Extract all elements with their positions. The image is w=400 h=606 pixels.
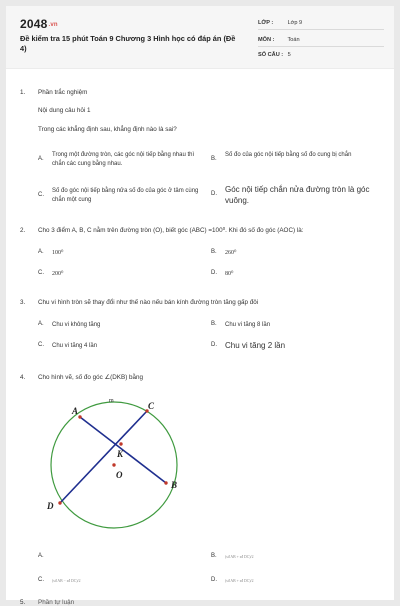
- page-title: Đề kiểm tra 15 phút Toán 9 Chương 3 Hình học có đáp án (Đề 4): [20, 34, 236, 53]
- header: [6, 6, 394, 69]
- meta-subject: [258, 37, 384, 43]
- meta-value: Toán: [287, 37, 300, 43]
- label-o: O: [116, 470, 123, 480]
- point-a: [78, 415, 81, 418]
- option-text: Chu vi tăng 4 lần: [52, 343, 98, 349]
- question-number: 4.: [20, 374, 26, 381]
- meta-label: SỐ CÂU :: [258, 52, 284, 58]
- option-letter: C.: [38, 270, 44, 276]
- option-text: (sđ AB + sđ DC)/2: [225, 555, 254, 559]
- meta-value: 5: [287, 52, 291, 58]
- label-k: K: [117, 449, 124, 459]
- option-letter: B.: [211, 321, 217, 327]
- option-letter: A.: [38, 249, 44, 255]
- option-text: Số đo góc nội tiếp bằng nửa số đo của góc ở tâm cùng chắn một cung: [52, 188, 199, 203]
- circle-figure: [26, 391, 186, 541]
- meta-class: [258, 20, 384, 26]
- question-text: Chu vi hình tròn sẽ thay đổi như thế nào nếu bán kính đường tròn tăng gấp đôi: [38, 299, 259, 306]
- option-letter: D.: [211, 191, 217, 197]
- option-letter: C.: [38, 577, 44, 583]
- point-o: [112, 463, 115, 466]
- option-letter: B.: [211, 553, 217, 559]
- option-text: Góc nội tiếp chắn nửa đường tròn là góc vuông.: [225, 185, 370, 205]
- option-letter: A.: [38, 321, 44, 327]
- label-b: B: [171, 480, 178, 490]
- label-m: m: [109, 398, 114, 404]
- question-number: 3.: [20, 299, 26, 306]
- meta-value: Lớp 9: [287, 20, 303, 26]
- question-text: Cho hình vẽ, số đo góc ∠(DKB) bằng: [38, 374, 144, 381]
- option-text: (sđ AB + sđ DC)/2: [225, 579, 254, 583]
- option-text: 80⁰: [225, 271, 234, 277]
- cut-off-heading: Phần tự luận: [38, 599, 75, 606]
- meta-label: MÔN :: [258, 37, 275, 43]
- logo[interactable]: 2048.vn: [20, 17, 58, 31]
- option-text: 100⁰: [52, 250, 64, 256]
- option-letter: C.: [38, 342, 44, 348]
- option-text: Chu vi không tăng: [52, 322, 101, 328]
- option-letter: B.: [211, 249, 217, 255]
- section-number: 5.: [20, 599, 26, 606]
- question-number: 2.: [20, 227, 26, 234]
- option-letter: D.: [211, 342, 217, 348]
- point-k: [119, 442, 122, 445]
- option-text: (sđ AB − sđ DC)/2: [52, 579, 81, 583]
- meta-count: [258, 52, 384, 58]
- point-b: [164, 481, 167, 484]
- question-subheading: Nội dung câu hỏi 1: [38, 107, 91, 114]
- option-letter: A.: [38, 553, 44, 559]
- option-text: 260⁰: [225, 250, 237, 256]
- option-text: Chu vi tăng 8 lần: [225, 322, 271, 328]
- segment-cd: [60, 411, 147, 503]
- label-d: D: [47, 501, 54, 511]
- question-text: Cho 3 điểm A, B, C nằm trên đường tròn (O), biết góc (ABC) =100⁰. Khi đó số đo góc (AOC) là:: [38, 227, 304, 234]
- logo-suffix: .vn: [48, 21, 58, 28]
- option-letter: C.: [38, 192, 44, 198]
- question-text: Trong các khẳng định sau, khẳng định nào là sai?: [38, 126, 177, 133]
- option-text: Chu vi tăng 2 lần: [225, 341, 286, 350]
- point-d: [58, 501, 61, 504]
- option-text: 200⁰: [52, 271, 64, 277]
- label-a: A: [72, 406, 79, 416]
- option-letter: D.: [211, 577, 217, 583]
- option-letter: D.: [211, 270, 217, 276]
- option-text: Số đo của góc nội tiếp bằng số đo cung bị chắn: [225, 152, 352, 158]
- option-letter: A.: [38, 156, 44, 162]
- option-text: Trong một đường tròn, các góc nội tiếp bằng nhau thì chắn các cung bằng nhau.: [52, 152, 195, 167]
- section-heading: Phần trắc nghiệm: [38, 89, 88, 96]
- option-letter: B.: [211, 156, 217, 162]
- question-number: 1.: [20, 89, 26, 96]
- meta-label: LỚP :: [258, 20, 274, 26]
- page: [6, 6, 394, 606]
- label-c: C: [148, 401, 155, 411]
